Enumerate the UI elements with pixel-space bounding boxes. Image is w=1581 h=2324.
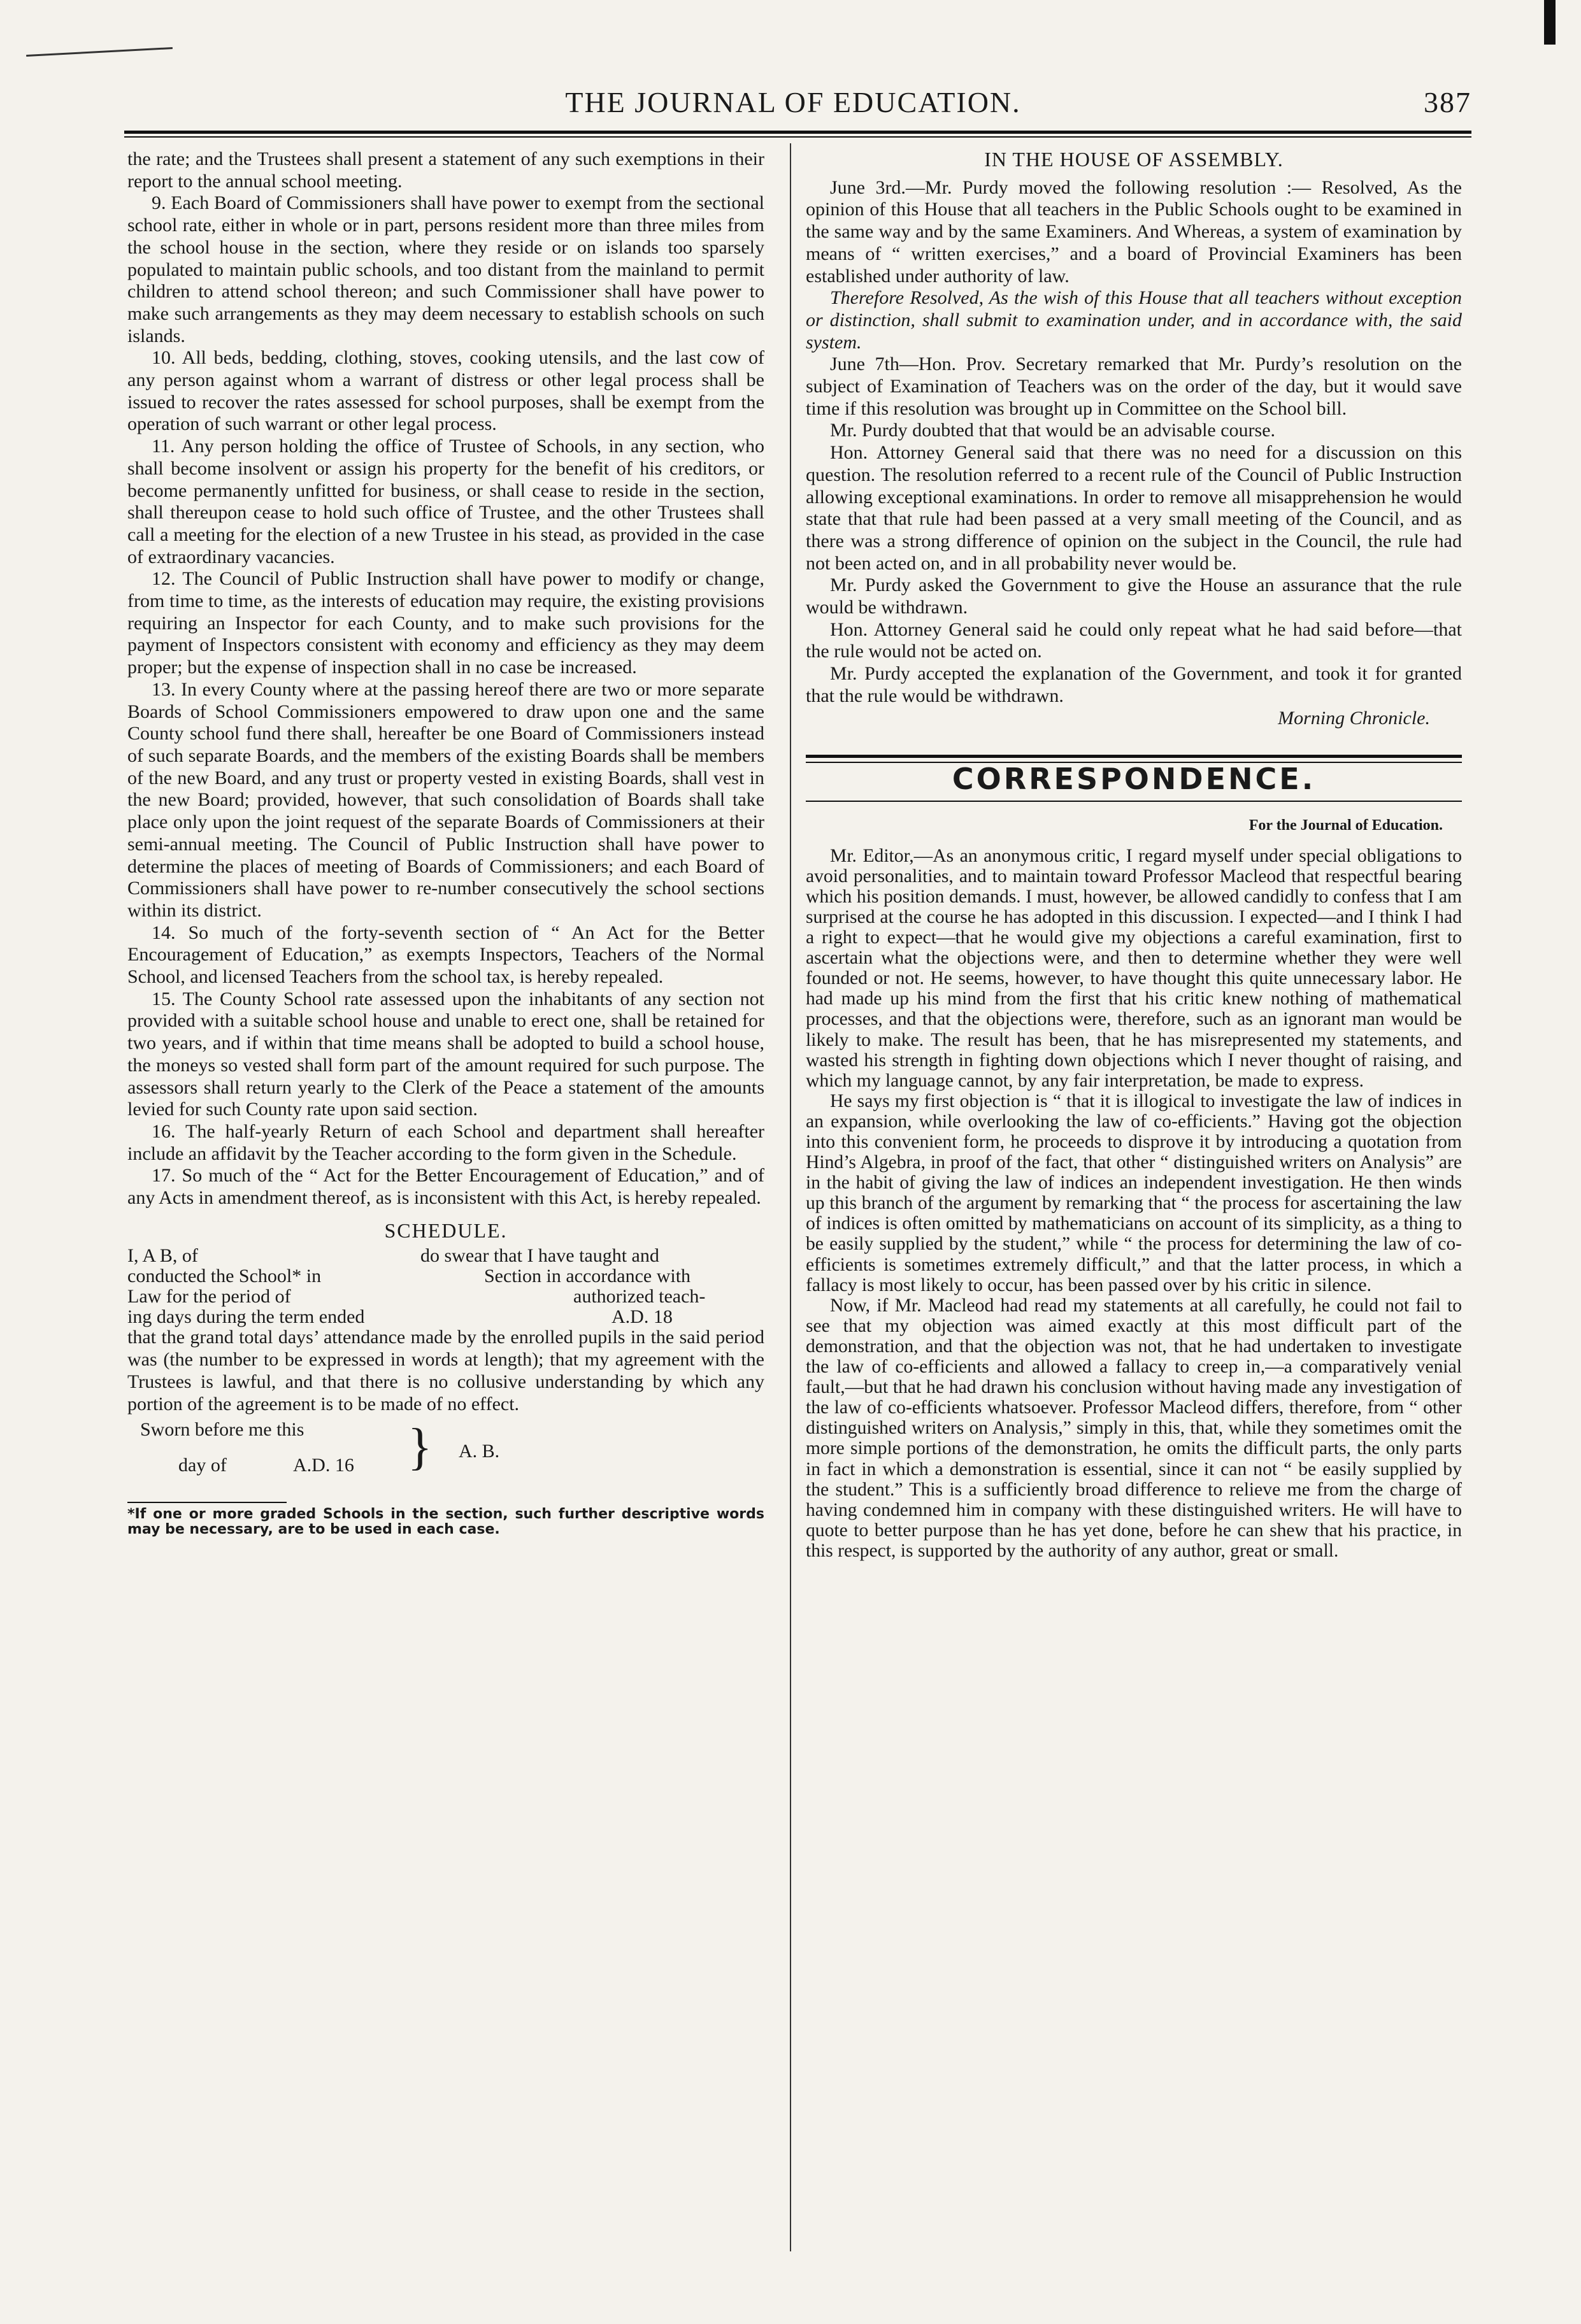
paragraph: Therefore Resolved, As the wish of this House that all teachers without exception or distinction, shall submit to examination under, and in accordance with, the said system.: [806, 287, 1462, 353]
paragraph: June 3rd.—Mr. Purdy moved the following resolution :— Resolved, As the opinion of this House that all teachers in the Public Schools ought to be examined in the same way and by the same Examiners. And Whereas, a system of examination by means of “ written exercises,” and a board of Provincial Examiners has been established under authority of law.: [806, 176, 1462, 287]
paragraph: 17. So much of the “ Act for the Better Encouragement of Education,” and of any Acts in amendment thereof, as is inconsistent with this Act, is hereby repealed.: [127, 1165, 764, 1209]
footnote-rule: [127, 1502, 287, 1503]
paragraph: 16. The half-yearly Return of each School and department shall hereafter include an affidavit by the Teacher according to the form given in the Schedule.: [127, 1120, 764, 1164]
correspondence-body: [806, 846, 1462, 1561]
paragraph: Now, if Mr. Macleod had read my statements at all carefully, he could not fail to see that my objection was aimed exactly at this most difficult part of the demonstration, and that the objection was not, that he had undertaken to investigate the law of co-efficients and allowed a fallacy to creep in,—a comparatively venial fault,—but that he had drawn his conclusion without having made any investigation of the law of co-efficients whatsoever. Professor Macleod differs, therefore, from “ other distinguished writers on Analysis,” simply in this, that, while they sometimes omit the more simple portions of the demonstration, he omits the difficult parts, the only parts in fact in which a demonstration is essential, since it can not “ be easily supplied by the student.” This is a sufficiently broad difference to relieve me from the charge of having condemned him in company with these distinguished writers. He will have to quote to better purpose than he has yet done, before he can shew that his practice, in this respect, is supported by the authority of any author, great or small.: [806, 1295, 1462, 1561]
paragraph: 10. All beds, bedding, clothing, stoves, cooking utensils, and the last cow of any person against whom a warrant of distress or other legal process shall be issued to recover the rates assessed for school purposes, shall be exempt from the operation of such warrant or other legal process.: [127, 347, 764, 435]
signature: A. B.: [459, 1441, 500, 1462]
paragraph: 14. So much of the forty-seventh section of “ An Act for the Better Encouragement of Education,” as exempts Inspectors, Teachers of the Normal School, and licensed Teachers from the school tax, is hereby repealed.: [127, 922, 764, 988]
paragraph: Mr. Purdy asked the Government to give the House an assurance that the rule would be withdrawn.: [806, 574, 1462, 618]
schedule-line: [127, 1306, 764, 1327]
paragraph: 12. The Council of Public Instruction shall have power to modify or change, from time to time, as the interests of education may require, the existing provisions requiring an Inspector for each County, and to make such provisions for the payment of Inspectors consistent with economy and efficiency as they may deem proper; but the expense of inspection shall in no case be increased.: [127, 568, 764, 678]
paragraph: Mr. Purdy accepted the explanation of the Government, and took it for granted that the rule would be withdrawn.: [806, 663, 1462, 706]
schedule-title: SCHEDULE.: [384, 1218, 508, 1242]
header-rule: [124, 136, 1471, 138]
schedule-line: [127, 1286, 764, 1306]
schedule-text: Section in accordance with: [484, 1265, 691, 1287]
paragraph: Hon. Attorney General said he could only repeat what he had said before—that the rule would not be acted on.: [806, 618, 1462, 662]
assembly-heading: IN THE HOUSE OF ASSEMBLY.: [984, 148, 1284, 171]
paragraph: Hon. Attorney General said that there was no need for a discussion on this question. The resolution referred to a recent rule of the Council of Public Instruction allowing exceptional examinations. In order to remove all misapprehension he would state that that rule had been passed at a very small meeting of the Council, and as there was a strong difference of opinion on the subject in the Council, the rule had not been acted on, and in all probability never would be.: [806, 442, 1462, 574]
sworn-line: Sworn before me this: [140, 1419, 304, 1441]
schedule-text: conducted the School* in: [127, 1265, 322, 1287]
schedule-text: A.D. 18: [612, 1306, 673, 1328]
schedule-text: do swear that I have taught and: [420, 1245, 659, 1267]
schedule-line: [127, 1265, 764, 1286]
page-number: 387: [1424, 86, 1471, 118]
paragraph: the rate; and the Trustees shall present a statement of any such exemptions in their report to the annual school meeting.: [127, 148, 764, 192]
right-column: [806, 148, 1462, 1561]
scan-artifact: [1544, 0, 1556, 45]
paragraph: 9. Each Board of Commissioners shall have power to exempt from the sectional school rate, either in whole or in part, persons resident more than three miles from the school house in the section, where they reside or on islands too sparsely populated to maintain public schools, and too distant from the mainland to permit children to attend school thereon; and such Commissioner shall have power to make such arrangements as they may deem necessary to establish schools on such islands.: [127, 192, 764, 346]
footnote: *If one or more graded Schools in the section, such further descriptive words may be necessary, are to be used in each case.: [127, 1506, 764, 1538]
paragraph: 13. In every County where at the passing hereof there are two or more separate Boards of School Commissioners empowered to draw upon one and the same County school fund there shall, hereafter be one Board of Commissioners instead of such separate Boards, and the members of the existing Boards shall be members of the new Board, and any trust or property vested in existing Boards, shall vest in the new Board; provided, however, that such consolidation of Boards shall take place only upon the joint request of the separate Boards of Commissioners at their semi-annual meeting. The Council of Public Instruction shall have power to determine the places of meeting of Boards of Commissioners; and each Board of Commissioners shall have power to re-number consecutively the school sections within its district.: [127, 678, 764, 921]
page-header: [115, 83, 1471, 127]
section-rule: [806, 801, 1462, 802]
paragraph: June 7th—Hon. Prov. Secretary remarked that Mr. Purdy’s resolution on the subject of Examination of Teachers was on the order of the day, but it would save time if this resolution was brought up in Committee on the School bill.: [806, 353, 1462, 419]
correspondence-heading: CORRESPONDENCE.: [952, 762, 1316, 797]
schedule-text: ing days during the term ended: [127, 1306, 365, 1328]
source-attribution: For the Journal of Education.: [1248, 816, 1443, 834]
schedule-body: that the grand total days’ attendance made by the enrolled pupils in the said period was (the number to be expressed in words at length); that my agreement with the Trustees is lawful, and that there is no collusive understanding by which any portion of the agreement is to be made of no effect.: [127, 1327, 764, 1415]
journal-title: THE JOURNAL OF EDUCATION.: [565, 86, 1021, 118]
paragraph: 15. The County School rate assessed upon the inhabitants of any section not provided with a suitable school house and unable to erect one, shall be retained for two years, and if within that time means shall be adopted to build a school house, the moneys so vested shall form part of the amount required for such purpose. The assessors shall return yearly to the Clerk of the Peace a statement of the amounts levied for such County rate upon said section.: [127, 988, 764, 1120]
source-attribution: Morning Chronicle.: [1278, 707, 1430, 729]
header-rule: [124, 131, 1471, 134]
schedule-text: Law for the period of: [127, 1286, 291, 1308]
paragraph: Mr. Purdy doubted that that would be an advisable course.: [830, 420, 1276, 441]
scan-artifact: [25, 22, 173, 57]
brace: }: [408, 1419, 433, 1476]
left-column: [127, 148, 764, 1537]
column-divider: [790, 143, 791, 2251]
paragraph: Mr. Editor,—As an anonymous critic, I regard myself under special obligations to avoid personalities, and to maintain toward Professor Macleod that respectful bearing which his position demands. I must, however, be allowed candidly to confess that I am surprised at the course he has adopted in this discussion. I expected—and I think I had a right to expect—that he would give my objections a careful examination, first to ascertain what the objections were, and then to determine whether they were well founded or not. He seems, however, to have thought this quite unnecessary labor. He had made up his mind from the first that his critic knew nothing of mathematical processes, and that the objections were, therefore, such as an ignorant man would be likely to make. The result has been, that he has misrepresented my statements, and wasted his strength in fighting down objections which I never thought of raising, and which my language cannot, by any fair interpretation, be made to express.: [806, 845, 1462, 1091]
ad-line: A.D. 16: [293, 1455, 354, 1476]
paragraph: He says my first objection is “ that it is illogical to investigate the law of indices in an expansion, while overlooking the law of co-efficients.” Having got the objection into this convenient form, he proceeds to disprove it by introducing a quotation from Hind’s Algebra, in proof of the fact, that other “ distinguished writers on Analysis” are in the habit of giving the law of indices an independent investigation. He then winds up this branch of the argument by remarking that “ the process for ascertaining the law of indices is often omitted by mathematicians on account of its simplicity, as a thing to be easily supplied by the student,” while “ the process for determining the law of co-efficients is sometimes extremely difficult,” and that the latter process, in which a fallacy is most likely to occur, has been passed over by his critic in silence.: [806, 1090, 1462, 1295]
paragraph: 11. Any person holding the office of Trustee of Schools, in any section, who shall become insolvent or assign his property for the benefit of his creditors, or become permanently unfitted for business, or shall cease to reside in the section, shall thereupon cease to hold such office of Trustee, and the other Trustees shall call a meeting for the election of a new Trustee in his stead, as provided in the case of extraordinary vacancies.: [127, 436, 764, 567]
schedule-line: [127, 1245, 764, 1265]
schedule-text: I, A B, of: [127, 1245, 198, 1267]
schedule-text: authorized teach-: [573, 1286, 706, 1308]
oath-block: [127, 1419, 764, 1483]
day-of-line: day of: [178, 1455, 227, 1476]
